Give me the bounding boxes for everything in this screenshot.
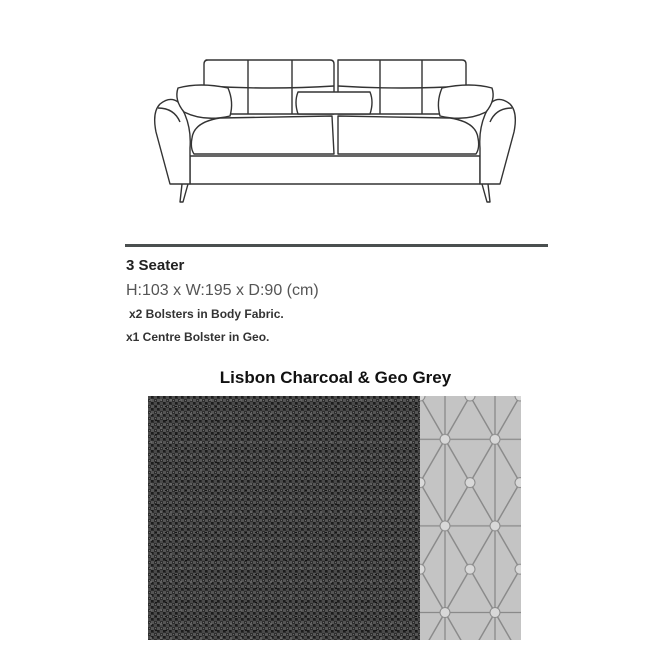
charcoal-fabric-swatch <box>148 396 420 640</box>
section-divider <box>125 244 548 247</box>
product-title: 3 Seater <box>126 257 185 274</box>
centre-bolster-note: x1 Centre Bolster in Geo. <box>126 330 270 344</box>
swatch-title: Lisbon Charcoal & Geo Grey <box>219 368 452 387</box>
geo-grey-fabric-swatch <box>420 396 521 640</box>
bolster-note: x2 Bolsters in Body Fabric. <box>129 307 284 321</box>
product-dimensions: H:103 x W:195 x D:90 (cm) <box>126 282 319 299</box>
sofa-line-drawing <box>150 52 520 208</box>
